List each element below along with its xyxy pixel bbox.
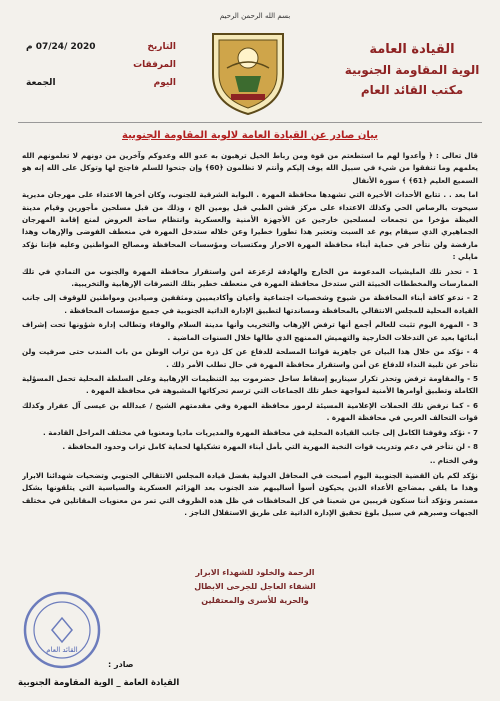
quran-verse: قال تعالى : ﴿ وأعدوا لهم ما استطعتم من قوة ومن رباط الخيل ترهبون به عدو الله وعدوكم وآخرين من دونهم لا تعلمونهم الله يعلمهم وما تنفقوا من شيء في سبيل الله يوف إليكم وأنتم لا تظلمون ﴿60﴾ وإن جنحوا للسلم فاجنح لها وتوكل على الله إنه هو السميع العليم ﴿61﴾ ﴾ سورة الأنفال <box>22 151 478 185</box>
attachments-row <box>26 56 176 74</box>
conclusion-paragraph: نؤكد لكم بان القضية الجنوبية اليوم أصبحت في المحافل الدولية بفضل قيادة المجلس الانتقالي الجنوبي وتضحيات شهدائنا الابرار وهذا ما يلقي بمضاجع الأعداء الذين يحيكون أسوأ أساليبهم ضد الجنوب بعد الهزائم العسكرية والسياسية التي يتلقونها بشكل مستمر وتؤكد أننا سنكون قريبين من شعبنا في كل المحافظات في ظل هذه الظروف التي تمر من معنويات المقاتلين في مختلف الجبهات وصبرهم في سبيل بلوغ تحقيق الإدارة الذاتية على طريق الاستقلال الناجز . <box>22 470 478 517</box>
point-8: 8 - لن نتأخر في دعم وتدريب قوات النخبة المهرية التي بأمل أبناء المهرة تشكيلها لحماية كامل تراب وحدود المحافظة . <box>62 441 478 451</box>
org-name: القيادة العامة <box>369 42 455 57</box>
official-stamp <box>22 590 102 670</box>
signature: القيادة العامة _ الوية المقاومة الجنوبية <box>18 678 180 688</box>
slogan-wounded: الشفاء العاجل للجرحى الابطال <box>194 582 316 591</box>
point-2: 2 - ندعو كافة أبناء المحافظة من شيوخ وشخصيات اجتماعية وأعيان وأكاديميين ومثقفين وصيادين ومواطنين للوقوف إلى جانب القيادة المحلية للمجلس الانتقالي بالمحافظة ومساندتها لتطبيق الإدارة الذاتية الجنوبية في جميع مؤسسات المحافظة . <box>22 293 478 315</box>
day-label: اليوم <box>153 78 176 88</box>
date-label: التاريخ <box>147 42 176 52</box>
statement-title: بيان صادر عن القيادة العامة لالوية المقاومة الجنوبية <box>122 130 378 141</box>
header-divider <box>18 122 482 123</box>
document-meta <box>26 38 176 92</box>
office-name: مكتب القائد العام <box>360 83 464 97</box>
org-subname: الوية المقاومة الجنوبية <box>344 63 480 77</box>
organization-header <box>342 40 482 100</box>
slogan-martyrs: الرحمة والخلود للشهداء الابرار <box>195 568 315 577</box>
closing-slogans <box>165 566 345 608</box>
emblem-logo <box>205 28 291 116</box>
point-6: 6 - كما نرفض تلك الحملات الإعلامية المسيئة لرموز محافظة المهرة وفي مقدمتهم الشيخ / عبدالله بن عيسى آل عفرار وكذلك قوات التحالف العربي في محافظة المهرة . <box>22 400 478 423</box>
date-value: 2020 /07/24 م <box>26 42 96 52</box>
point-1: 1 - تحذر تلك المليشيات المدعومة من الخارج والهادفة لزعزعة امن واستقرار محافظة المهرة والجنوب من التمادي في تلك الممارسات والمخططات الخبيثة التي ستدخل محافظة المهرة في منعطف خطير بتلك التصرفات الإرهابية والتخريبية. <box>22 266 478 289</box>
attachments-label: المرفقات <box>133 60 176 70</box>
issued-by-label: صادر : <box>108 660 134 669</box>
point-5: 5 - والمقاومة ترفض وتحذر تكرار سيناريو إسقاط ساحل حضرموت بيد التنظيمات الإرهابية وعلى السلطة المحلية تحمل المسؤلية الكاملة وتطبيق أوامرها الأمنية لمواجهة خطر تلك الجماعات التي ترسم تحركاتها المشبوهة في محافظة المهرة . <box>22 373 478 396</box>
stamp-text: القائد العام <box>46 646 78 654</box>
point-3: 3 - المهرة اليوم تثبت للعالم أجمع أنها ترفض الإرهاب والتخريب وأنها مدينة السلام والوفاء وتطالب إدارة شؤونها تحت إشراف أبنائها بعيد عن التدخلات الخارجية والتهميش الممنهج الذي طالها خلال السنوات الماضية . <box>22 320 478 342</box>
point-7: 7 - نؤكد وقوفنا الكامل إلى جانب القيادة المحلية في محافظة المهرة والمديريات ماديا ومعنويا في مختلف المراحل القادمة . <box>43 427 478 437</box>
intro-paragraph: اما بعد . . تتابع الأحداث الأخيرة التي تشهدها محافظة المهرة . البوابة الشرقية للجنوب، وكان أخرها الاعتداء على مهرجان مديرية سيحوت بالرصاص الحي وكذلك الاعتداء على مركز قشن الطبي قبل يومين الخ ، وذلك من قبل مسلحين مأجورين وقيام مدينة الغيظة مؤخرا من تجمعات لمسلحين خارجين عن الأجهزة الأمنية والعسكرية وانتظام ساحة العروض لمنع إقامة المهرجان الجماهيري الذي سيقام يوم غد السبت وتعتبر هذا تطورا خطيرا وعن خلاله ستدخل المهرة في منعطف الفوضى والإرهاب وهذا مارفضة ولن نتأخر في حماية أبناء محافظة المهرة الاحرار ومكتسبات ومؤسسات المحافظة ومصالح المواطنين وعليه فإننا نؤكد مايلي : <box>22 190 478 262</box>
point-4: 4 - نؤكد من خلال هذا البيان عن جاهزية قواتنا المسلحة للدفاع عن كل ذرة من تراب الوطن من باب المندب حتى صرفيت ولن نتأخر عن تلبية النداء للدفاع عن أمن واستقرار محافظة المهرة في حال تطلب الأمر ذلك . <box>22 347 478 369</box>
day-value: الجمعة <box>26 78 56 88</box>
statement-body <box>22 150 478 540</box>
conclusion-heading: وفي الختام .. <box>429 456 478 466</box>
date-row <box>26 38 176 56</box>
basmala: بسم الله الرحمن الرحيم <box>219 12 291 20</box>
day-row <box>26 74 176 92</box>
slogan-prisoners: والحرية للأسرى والمعتقلين <box>201 596 309 605</box>
